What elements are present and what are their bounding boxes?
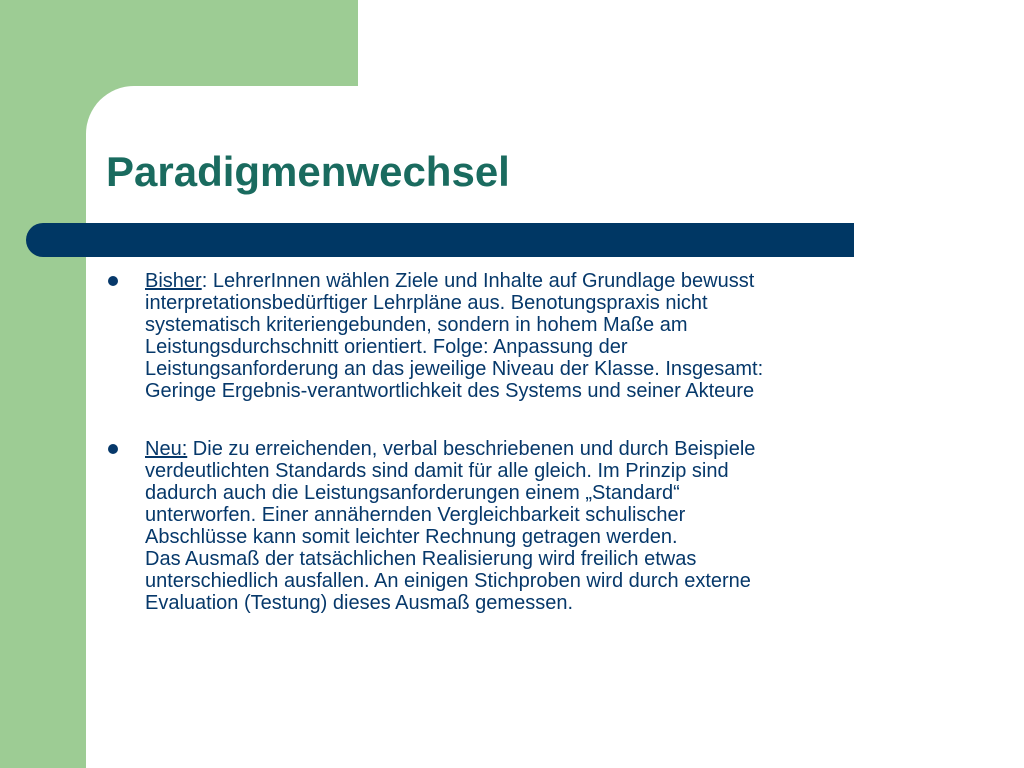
bullet-dot-icon bbox=[108, 276, 118, 286]
bullet-item-bisher bbox=[100, 270, 960, 402]
bullet-line: unterworfen. Einer annähernden Vergleichbarkeit schulischer bbox=[145, 504, 686, 526]
bullet-dot-icon bbox=[108, 444, 118, 454]
bullet-line: unterschiedlich ausfallen. An einigen Stichproben wird durch externe bbox=[145, 570, 751, 592]
bullet-line-text: : LehrerInnen wählen Ziele und Inhalte auf Grundlage bewusst bbox=[201, 270, 755, 292]
bullet-label: Bisher bbox=[145, 270, 202, 292]
bullet-line: Geringe Ergebnis-verantwortlichkeit des Systems und seiner Akteure bbox=[145, 380, 755, 402]
bullet-line: Leistungsdurchschnitt orientiert. Folge: Anpassung der bbox=[145, 336, 628, 358]
bullet-line: verdeutlichten Standards sind damit für alle gleich. Im Prinzip sind bbox=[145, 460, 729, 482]
bullet-line: Leistungsanforderung an das jeweilige Niveau der Klasse. Insgesamt: bbox=[145, 358, 764, 380]
bullet-line: Evaluation (Testung) dieses Ausmaß gemessen. bbox=[145, 592, 573, 614]
bullet-list bbox=[100, 270, 960, 614]
bullet-line-text: Die zu erreichenden, verbal beschriebenen und durch Beispiele bbox=[187, 438, 756, 460]
bullet-line: dadurch auch die Leistungsanforderungen einem „Standard“ bbox=[145, 482, 680, 504]
bullet-line bbox=[145, 438, 960, 460]
slide-title: Paradigmenwechsel bbox=[106, 148, 510, 195]
bullet-line: interpretationsbedürftiger Lehrpläne aus. Benotungspraxis nicht bbox=[145, 292, 708, 314]
bullet-line: Das Ausmaß der tatsächlichen Realisierung wird freilich etwas bbox=[145, 548, 697, 570]
bullet-line: systematisch kriteriengebunden, sondern in hohem Maße am bbox=[145, 314, 688, 336]
bullet-line: Abschlüsse kann somit leichter Rechnung getragen werden. bbox=[145, 526, 678, 548]
bullet-item-neu bbox=[100, 438, 960, 614]
bullet-label: Neu: bbox=[145, 438, 188, 460]
title-underline-bar bbox=[26, 223, 854, 257]
bullet-line bbox=[145, 270, 960, 292]
